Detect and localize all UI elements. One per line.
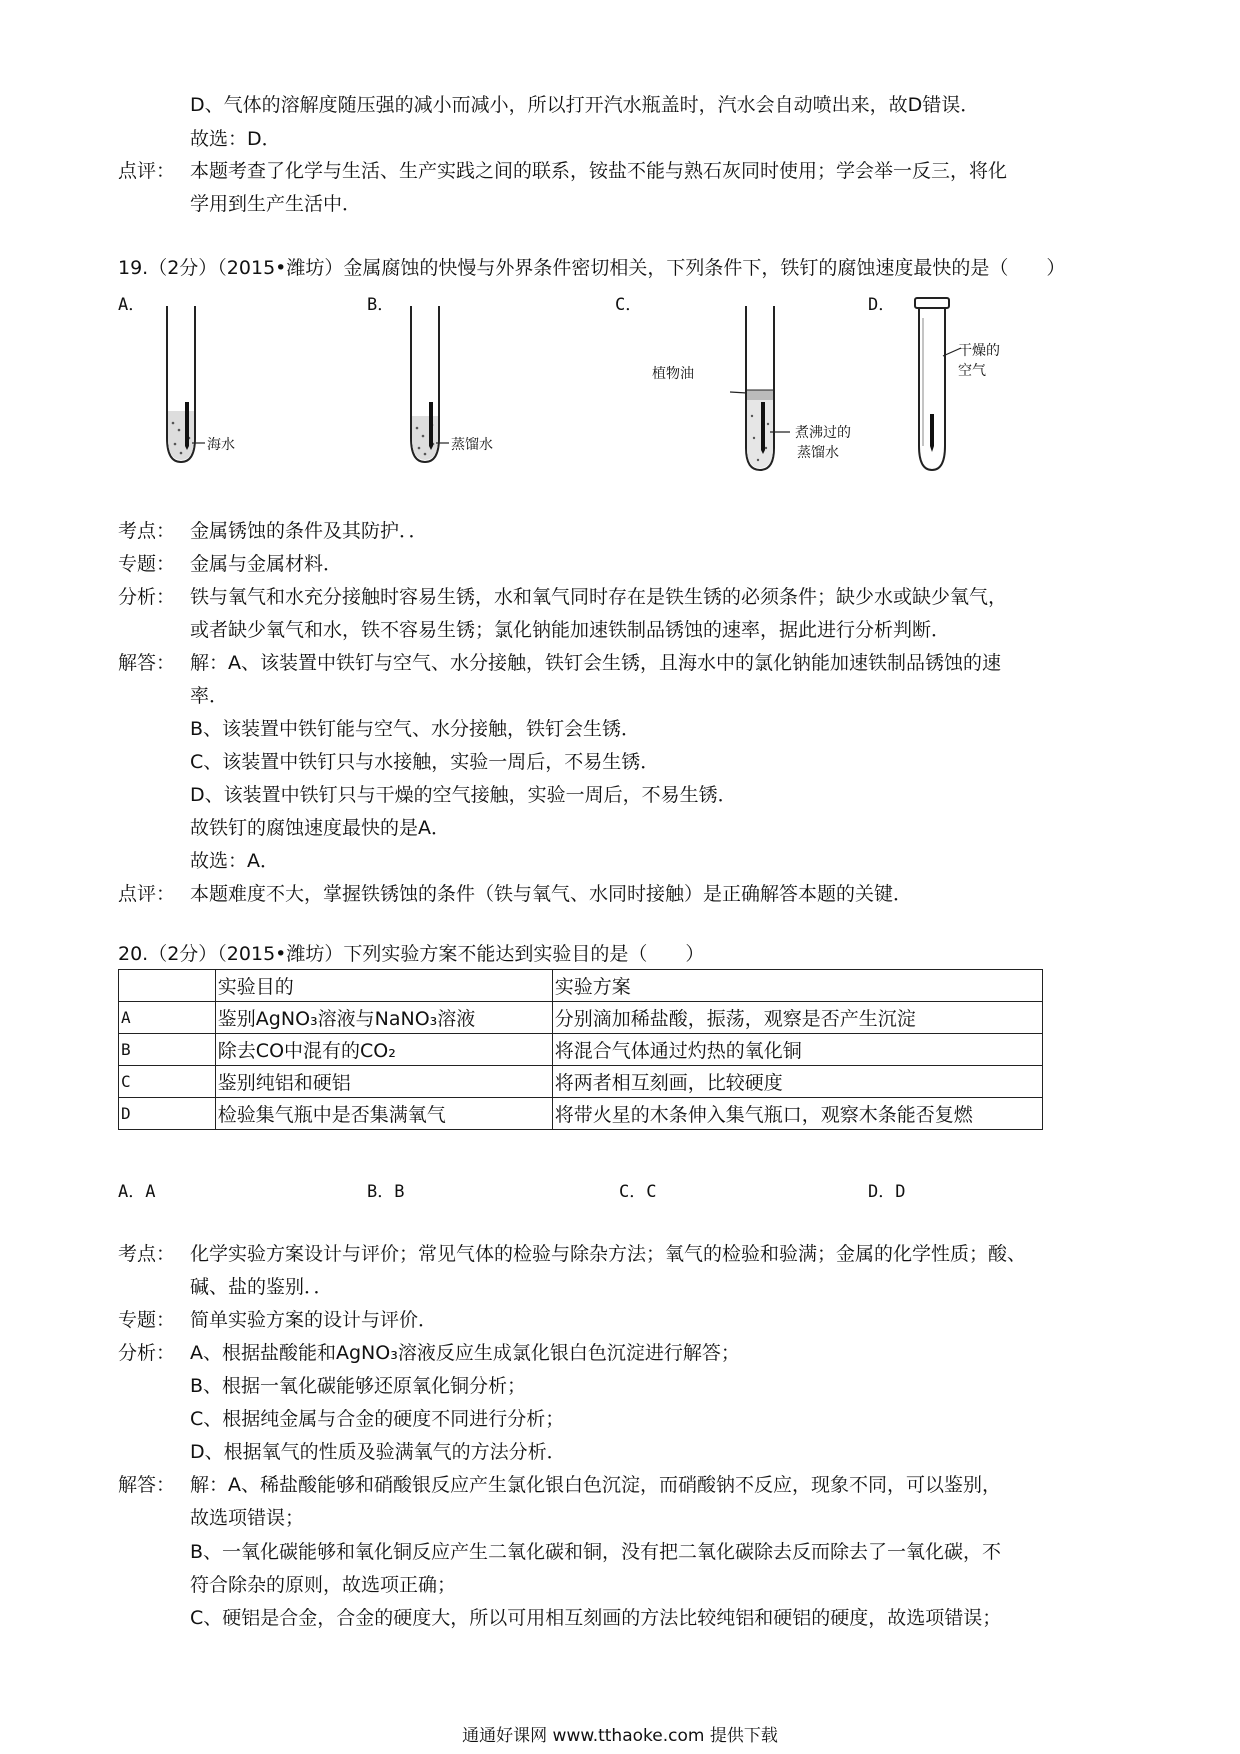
- q19-fenxi-line-1: 铁与氧气和水充分接触时容易生锈，水和氧气同时存在是铁生锈的必须条件；缺少水或缺少氧气，: [190, 586, 1008, 608]
- q20-kaodian-line-1: 化学实验方案设计与评价；常见气体的检验与除杂方法；氧气的检验和验满；金属的化学性质；酸、: [190, 1243, 1027, 1265]
- tube-b-label-distilled-water: 蒸馏水: [451, 437, 493, 453]
- q19-dianping: 本题难度不大，掌握铁锈蚀的条件（铁与氧气、水同时接触）是正确解答本题的关键．: [190, 883, 913, 905]
- table-cell: 将两者相互刻画，比较硬度: [552, 1066, 1042, 1098]
- page-footer: 通通好课网 www.tthaoke.com 提供下载: [462, 1726, 778, 1746]
- q19-title: 19.（2分）（2015•潍坊）金属腐蚀的快慢与外界条件密切相关，下列条件下，铁钉的腐蚀速度最快的是（ ）: [118, 257, 1066, 279]
- prev-answer-d-line: D、气体的溶解度随压强的减小而减小，所以打开汽水瓶盖时，汽水会自动喷出来，故D错误．: [190, 94, 980, 116]
- tube-c-label-distilled-water: 蒸馏水: [797, 445, 839, 461]
- q20-choice-c: C．C: [619, 1182, 657, 1202]
- q20-fenxi-line-4: D、根据氧气的性质及验满氧气的方法分析．: [190, 1441, 566, 1463]
- prev-answer-choice: 故选：D．: [190, 128, 281, 150]
- q19-jieda-line-1: 解：A、该装置中铁钉与空气、水分接触，铁钉会生锈，且海水中的氯化钠能加速铁制品锈蚀的速: [190, 652, 1002, 674]
- q19-fenxi-label: 分析：: [118, 586, 176, 608]
- q20-jieda-line-1: 解：A、稀盐酸能够和硝酸银反应产生氯化银白色沉淀，而硝酸钠不反应，现象不同，可以鉴别，: [190, 1474, 1002, 1496]
- q20-choice-b: B．B: [367, 1182, 405, 1202]
- tube-c-label-boiled: 煮沸过的: [795, 425, 851, 441]
- q20-jieda-line-3: B、一氧化碳能够和氧化铜反应产生二氧化碳和铜，没有把二氧化碳除去反而除去了一氧化碳，不: [190, 1541, 1002, 1563]
- tube-a-label-seawater: 海水: [207, 437, 235, 453]
- table-cell: 分别滴加稀盐酸，振荡，观察是否产生沉淀: [552, 1002, 1042, 1034]
- q20-jieda-label: 解答：: [118, 1474, 176, 1496]
- tube-c-label-vegetable-oil: 植物油: [652, 366, 694, 382]
- table-row: [119, 1098, 1043, 1130]
- q20-experiment-table: [118, 969, 1043, 1130]
- table-header-cell: 实验方案: [552, 970, 1042, 1002]
- q19-option-b-label: B．: [367, 295, 395, 315]
- table-cell: D: [119, 1098, 216, 1130]
- q20-fenxi-line-2: B、根据一氧化碳能够还原氧化铜分析；: [190, 1375, 527, 1397]
- q19-kaodian: 金属锈蚀的条件及其防护．．: [190, 520, 428, 542]
- q19-jieda-line-6: 故铁钉的腐蚀速度最快的是A．: [190, 817, 450, 839]
- q20-jieda-line-2: 故选项错误；: [190, 1507, 305, 1529]
- q20-kaodian-line-2: 碱、盐的鉴别．．: [190, 1276, 333, 1298]
- table-row: [119, 1066, 1043, 1098]
- q20-title: 20.（2分）（2015•潍坊）下列实验方案不能达到实验目的是（ ）: [118, 943, 705, 965]
- q19-jieda-line-4: C、该装置中铁钉只与水接触，实验一周后，不易生锈．: [190, 751, 660, 773]
- table-header-row: [119, 970, 1043, 1002]
- q20-zhuanti-label: 专题：: [118, 1309, 176, 1331]
- table-cell: B: [119, 1034, 216, 1066]
- prev-comment-label: 点评：: [118, 160, 176, 182]
- q20-jieda-line-5: C、硬铝是合金，合金的硬度大，所以可用相互刻画的方法比较纯铝和硬铝的硬度，故选项错误；: [190, 1607, 1002, 1629]
- q19-jieda-label: 解答：: [118, 652, 176, 674]
- q20-zhuanti: 简单实验方案的设计与评价．: [190, 1309, 438, 1331]
- q19-zhuanti: 金属与金属材料．: [190, 553, 343, 575]
- q19-option-a-label: A．: [118, 295, 146, 315]
- q19-option-c-label: C．: [615, 295, 643, 315]
- table-cell: 除去CO中混有的CO₂: [215, 1034, 552, 1066]
- table-cell: 将带火星的木条伸入集气瓶口，观察木条能否复燃: [552, 1098, 1042, 1130]
- tube-d-label-air: 空气: [958, 363, 986, 379]
- table-cell: 鉴别AgNO₃溶液与NaNO₃溶液: [215, 1002, 552, 1034]
- table-header-cell: 实验目的: [215, 970, 552, 1002]
- table-cell: 将混合气体通过灼热的氧化铜: [552, 1034, 1042, 1066]
- prev-comment-line-1: 本题考查了化学与生活、生产实践之间的联系，铵盐不能与熟石灰同时使用；学会举一反三，将化: [190, 160, 1008, 182]
- q19-dianping-label: 点评：: [118, 883, 176, 905]
- q19-kaodian-label: 考点：: [118, 520, 176, 542]
- q20-choice-d: D．D: [868, 1182, 906, 1202]
- prev-comment-line-2: 学用到生产生活中．: [190, 193, 362, 215]
- table-row: [119, 1002, 1043, 1034]
- q20-fenxi-label: 分析：: [118, 1342, 176, 1364]
- q20-choice-a: A．A: [118, 1182, 156, 1202]
- q19-zhuanti-label: 专题：: [118, 553, 176, 575]
- q19-jieda-line-3: B、该装置中铁钉能与空气、水分接触，铁钉会生锈．: [190, 718, 641, 740]
- table-cell: 鉴别纯铝和硬铝: [215, 1066, 552, 1098]
- table-row: [119, 1034, 1043, 1066]
- table-header-cell: [119, 970, 216, 1002]
- test-tube-d-diagram: [905, 296, 1025, 476]
- q20-fenxi-line-1: A、根据盐酸能和AgNO₃溶液反应生成氯化银白色沉淀进行解答；: [190, 1342, 740, 1364]
- q19-jieda-line-2: 率．: [190, 685, 229, 707]
- q20-kaodian-label: 考点：: [118, 1243, 176, 1265]
- table-cell: A: [119, 1002, 216, 1034]
- q20-fenxi-line-3: C、根据纯金属与合金的硬度不同进行分析；: [190, 1408, 565, 1430]
- q20-jieda-line-4: 符合除杂的原则，故选项正确；: [190, 1574, 457, 1596]
- tube-d-label-dry: 干燥的: [958, 343, 1000, 359]
- q19-jieda-line-7: 故选：A．: [190, 850, 279, 872]
- table-cell: 检验集气瓶中是否集满氧气: [215, 1098, 552, 1130]
- q19-fenxi-line-2: 或者缺少氧气和水，铁不容易生锈；氯化钠能加速铁制品锈蚀的速率，据此进行分析判断．: [190, 619, 951, 641]
- q19-jieda-line-5: D、该装置中铁钉只与干燥的空气接触，实验一周后，不易生锈．: [190, 784, 737, 806]
- q19-option-d-label: D．: [868, 295, 896, 315]
- table-cell: C: [119, 1066, 216, 1098]
